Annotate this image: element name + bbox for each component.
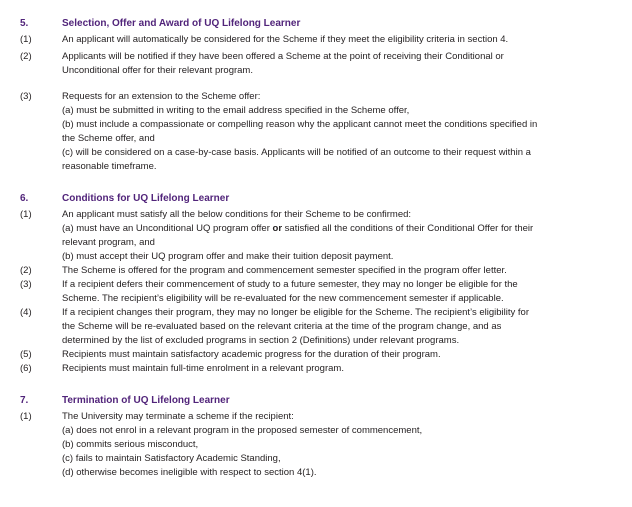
clause-line <box>62 90 618 104</box>
clause-text-segment: Applicants will be notified if they have been offered a Scheme at the point of receiving their Conditional or <box>62 51 504 62</box>
document-section <box>20 394 618 480</box>
section-number: 7. <box>20 395 29 406</box>
clause-text-segment: relevant program, and <box>62 237 155 248</box>
clause-item <box>20 362 618 376</box>
section-items <box>20 33 618 174</box>
clause-content <box>62 410 618 480</box>
clause-content <box>62 278 618 306</box>
clause-text-segment: An applicant must satisfy all the below conditions for their Scheme to be confirmed: <box>62 209 412 220</box>
clause-content <box>62 306 618 348</box>
section-title: Conditions for UQ Lifelong Learner <box>62 193 230 204</box>
clause-content <box>62 208 618 264</box>
clause-item <box>20 208 618 264</box>
clause-text-segment: or <box>272 223 283 234</box>
clause-line <box>62 466 618 480</box>
clause-content <box>62 362 618 376</box>
clause-number: (4) <box>20 307 32 318</box>
clause-text-segment: Recipients must maintain satisfactory academic progress for the duration of their program. <box>62 349 441 360</box>
clause-number: (5) <box>20 349 32 360</box>
clause-text-segment: the Scheme offer, and <box>62 133 155 144</box>
clause-line <box>62 334 618 348</box>
clause-item <box>20 306 618 348</box>
clause-text-segment: the Scheme will be re-evaluated based on the relevant criteria at the time of the program change, and as <box>62 321 502 332</box>
clause-content <box>62 50 618 78</box>
clause-text-segment: If a recipient defers their commencement of study to a future semester, they may no longer be eligible for the <box>62 279 518 290</box>
clause-text-segment: An applicant will automatically be considered for the Scheme if they meet the eligibility criteria in section 4. <box>62 34 509 45</box>
clause-number: (1) <box>20 209 32 220</box>
clause-text-segment: (a) must be submitted in writing to the email address specified in the Scheme offer, <box>62 105 410 116</box>
document-section <box>20 17 618 174</box>
clause-text-segment: (d) otherwise becomes ineligible with respect to section 4(1). <box>62 467 317 478</box>
clause-number: (1) <box>20 34 32 45</box>
clause-item <box>20 410 618 480</box>
clause-text-segment: determined by the list of excluded programs in section 2 (Definitions) under relevant programs. <box>62 335 460 346</box>
clause-text-segment: The Scheme is offered for the program and commencement semester specified in the program offer letter. <box>62 265 507 276</box>
clause-line <box>62 438 618 452</box>
clause-item <box>20 348 618 362</box>
clause-number: (6) <box>20 363 32 374</box>
clause-content <box>62 348 618 362</box>
clause-item <box>20 90 618 174</box>
clause-number: (1) <box>20 411 32 422</box>
clause-text-segment: (b) must accept their UQ program offer and make their tuition deposit payment. <box>62 251 394 262</box>
clause-text-segment: Unconditional offer for their relevant program. <box>62 65 253 76</box>
clause-line <box>62 306 618 320</box>
clause-text-segment: Recipients must maintain full-time enrolment in a relevant program. <box>62 363 344 374</box>
clause-number: (3) <box>20 279 32 290</box>
clause-item <box>20 50 618 78</box>
clause-line <box>62 33 618 47</box>
clause-text-segment: (a) does not enrol in a relevant program in the proposed semester of commencement, <box>62 425 423 436</box>
clause-content <box>62 90 618 174</box>
clause-text-segment: Requests for an extension to the Scheme offer: <box>62 91 261 102</box>
clause-text-segment: The University may terminate a scheme if the recipient: <box>62 411 294 422</box>
section-heading <box>20 17 618 31</box>
clause-line <box>62 160 618 174</box>
clause-line <box>62 50 618 64</box>
clause-line <box>62 362 618 376</box>
section-title: Termination of UQ Lifelong Learner <box>62 395 230 406</box>
clause-content <box>62 33 618 47</box>
clause-line <box>62 64 618 78</box>
document-section <box>20 192 618 376</box>
clause-line <box>62 146 618 160</box>
clause-line <box>62 424 618 438</box>
clause-line <box>62 222 618 236</box>
section-number: 5. <box>20 18 29 29</box>
clause-text-segment: (b) must include a compassionate or compelling reason why the applicant cannot meet the conditions specified in <box>62 119 538 130</box>
clause-line <box>62 278 618 292</box>
clause-line <box>62 104 618 118</box>
clause-text-segment: (c) will be considered on a case-by-case basis. Applicants will be notified of an outcome to their request within a <box>62 147 531 158</box>
clause-line <box>62 452 618 466</box>
clause-item <box>20 264 618 278</box>
clause-content <box>62 264 618 278</box>
clause-text-segment: If a recipient changes their program, they may no longer be eligible for the Scheme. The recipient’s eligibility for <box>62 307 529 318</box>
clause-number: (2) <box>20 51 32 62</box>
clause-line <box>62 348 618 362</box>
clause-text-segment: satisfied all the conditions of their Conditional Offer for their <box>282 223 534 234</box>
section-items <box>20 208 618 376</box>
clause-number: (3) <box>20 91 32 102</box>
clause-number: (2) <box>20 265 32 276</box>
clause-line <box>62 250 618 264</box>
clause-text-segment: (c) fails to maintain Satisfactory Academic Standing, <box>62 453 281 464</box>
clause-line <box>62 264 618 278</box>
clause-text-segment: Scheme. The recipient’s eligibility will be re-evaluated for the new commencement semester if applicable. <box>62 293 504 304</box>
clause-line <box>62 320 618 334</box>
clause-text-segment: reasonable timeframe. <box>62 161 157 172</box>
clause-text-segment: (b) commits serious misconduct, <box>62 439 199 450</box>
clause-line <box>62 292 618 306</box>
clause-text-segment: (a) must have an Unconditional UQ program offer <box>62 223 273 234</box>
clause-line <box>62 410 618 424</box>
section-heading <box>20 192 618 206</box>
section-items <box>20 410 618 480</box>
section-title: Selection, Offer and Award of UQ Lifelong Learner <box>62 18 301 29</box>
clause-item <box>20 278 618 306</box>
clause-item <box>20 33 618 47</box>
clause-line <box>62 118 618 132</box>
section-number: 6. <box>20 193 29 204</box>
clause-line <box>62 132 618 146</box>
clause-line <box>62 236 618 250</box>
section-heading <box>20 394 618 408</box>
clause-line <box>62 208 618 222</box>
